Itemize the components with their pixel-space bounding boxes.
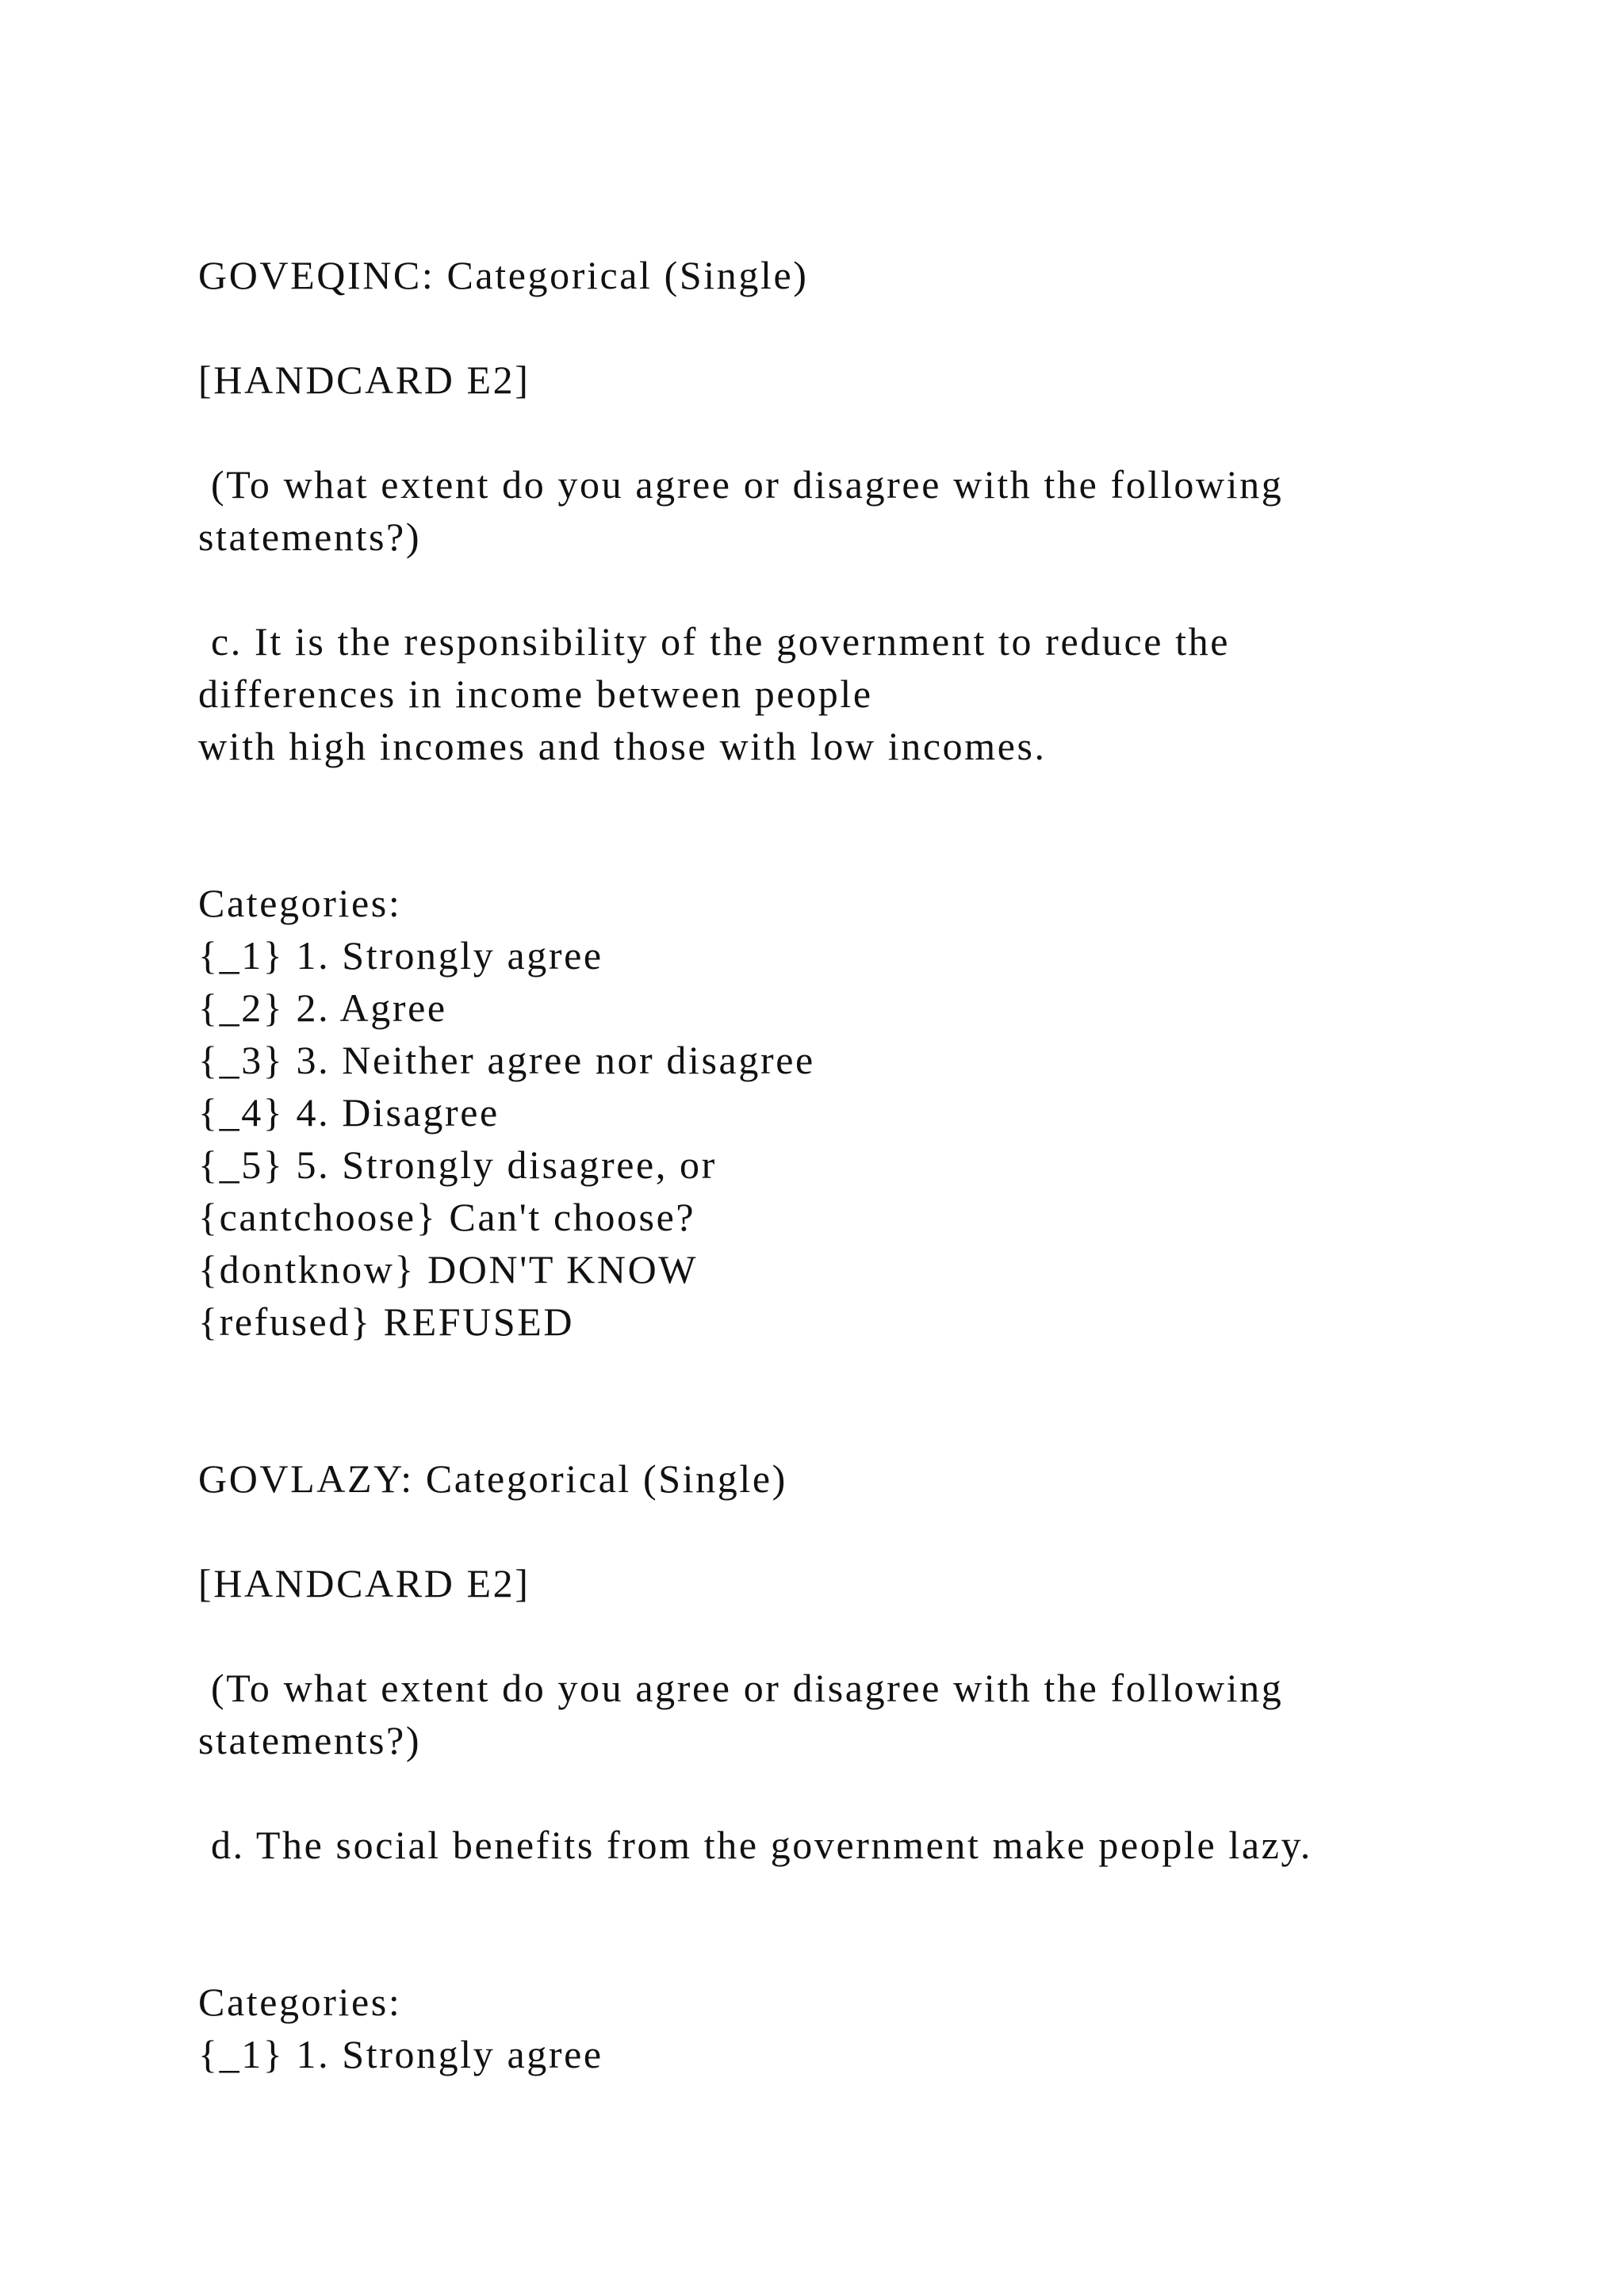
- category-item: {refused} REFUSED: [198, 1299, 575, 1344]
- handcard-label: [HANDCARD E2]: [198, 358, 530, 402]
- statement-line: with high incomes and those with low incomes.: [198, 724, 1047, 768]
- category-item: {_2} 2. Agree: [198, 985, 447, 1030]
- instruction-line: statements?): [198, 515, 422, 559]
- statement-line: c. It is the responsibility of the government to reduce the: [211, 619, 1231, 664]
- categories-label: Categories:: [198, 881, 402, 925]
- category-item: {_3} 3. Neither agree nor disagree: [198, 1038, 815, 1082]
- category-item: {_4} 4. Disagree: [198, 1090, 500, 1135]
- instruction-line: (To what extent do you agree or disagree with the following: [211, 462, 1284, 507]
- category-item: {_5} 5. Strongly disagree, or: [198, 1142, 717, 1187]
- instruction-line: statements?): [198, 1718, 422, 1762]
- category-item: {dontknow} DON'T KNOW: [198, 1247, 699, 1292]
- categories-label: Categories:: [198, 1980, 402, 2024]
- handcard-label: [HANDCARD E2]: [198, 1561, 530, 1605]
- statement-line: differences in income between people: [198, 672, 873, 716]
- statement-line: d. The social benefits from the government make people lazy.: [211, 1823, 1312, 1867]
- instruction-line: (To what extent do you agree or disagree with the following: [211, 1666, 1284, 1710]
- question-header-govlazy: GOVLAZY: Categorical (Single): [198, 1456, 787, 1501]
- category-item: {_1} 1. Strongly agree: [198, 933, 603, 978]
- category-item: {_1} 1. Strongly agree: [198, 2032, 603, 2076]
- question-header-goveqinc: GOVEQINC: Categorical (Single): [198, 253, 809, 297]
- category-item: {cantchoose} Can't choose?: [198, 1195, 696, 1239]
